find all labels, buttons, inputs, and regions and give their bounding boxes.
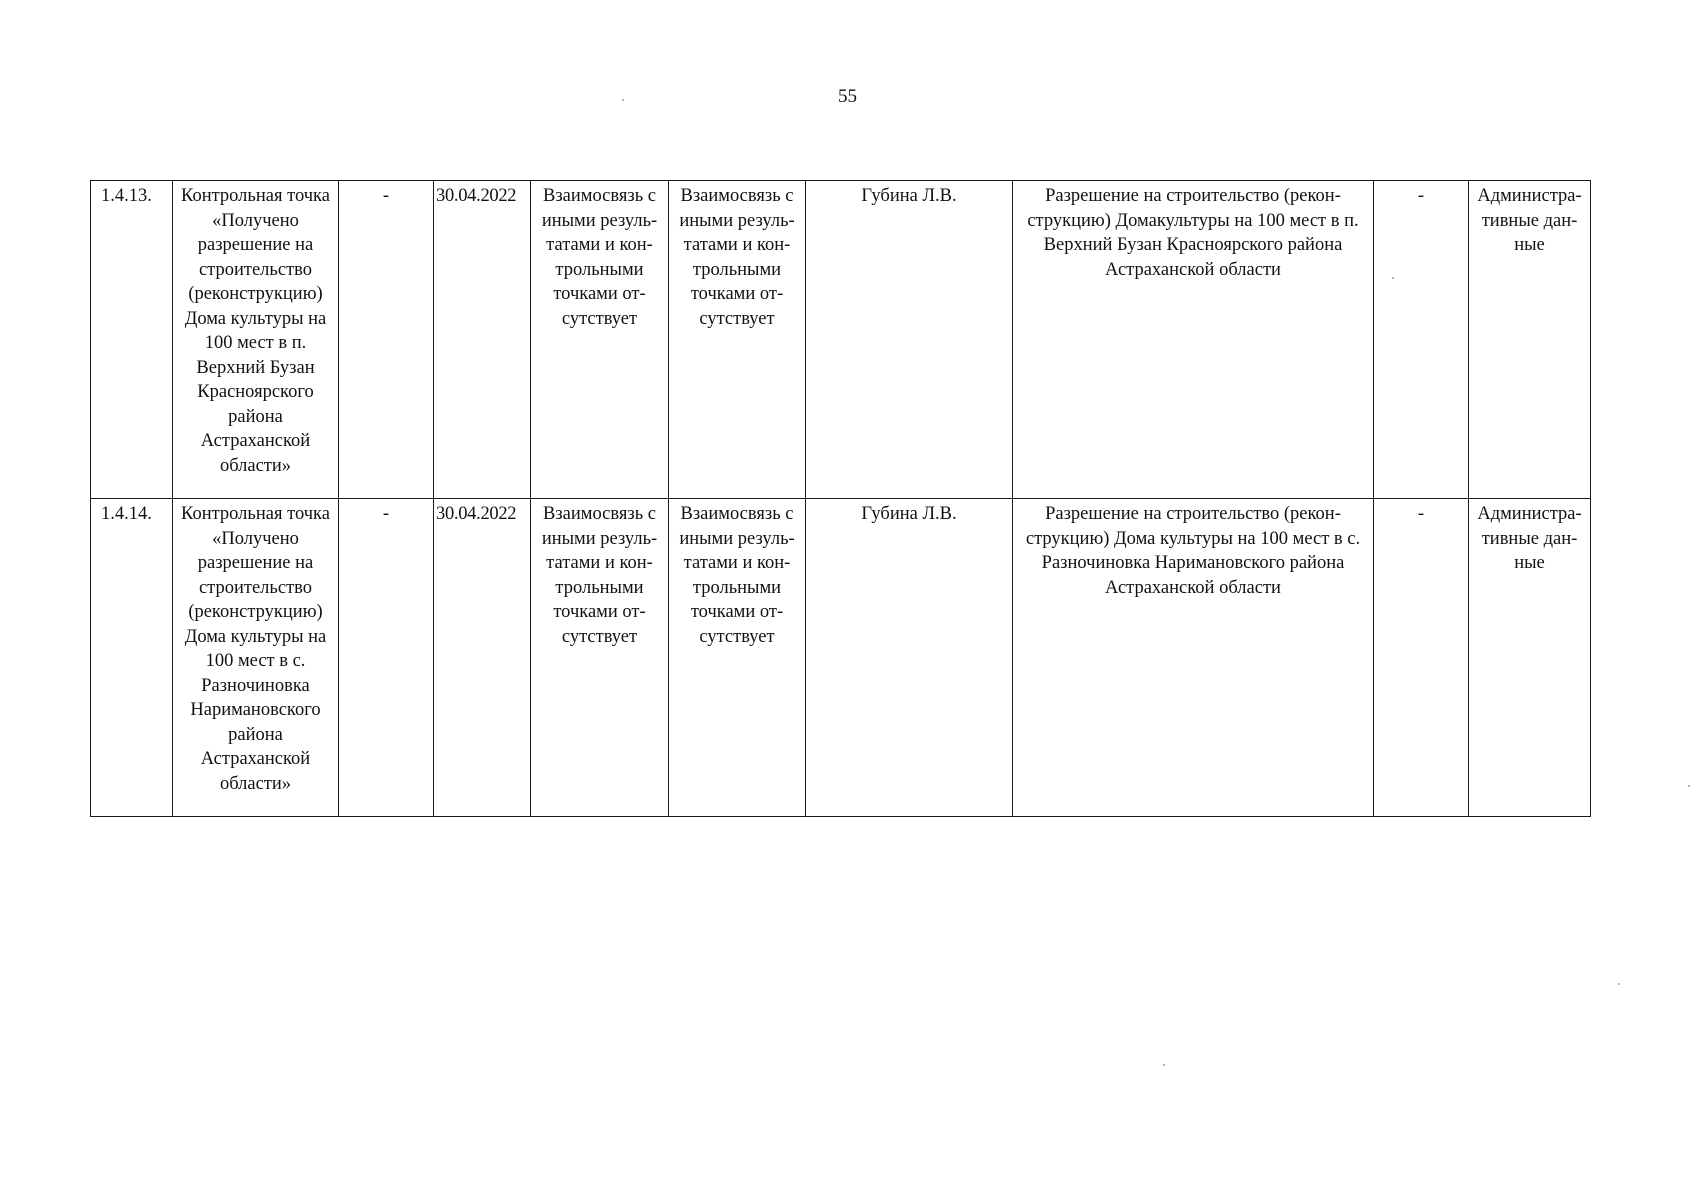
responsible-cell: Губина Л.В. (806, 181, 1013, 499)
checkpoint-name-cell: Контрольная точка «Получено разрешение на строительство (реконструкцию) Дома культуры на 100 мест в с. Разночиновка Наримановского района Астраханской области» (173, 499, 339, 817)
source-cell: Администра-тивные дан-ные (1469, 499, 1591, 817)
date-cell: 30.04.2022 (434, 499, 531, 817)
relation-cell: Взаимосвязь с иными резуль-татами и кон-трольными точками от-сутствует (669, 499, 806, 817)
date-cell: 30.04.2022 (434, 181, 531, 499)
relation-cell: Взаимосвязь с иными резуль-татами и кон-трольными точками от-сутствует (531, 181, 669, 499)
result-cell: Разрешение на строительство (рекон-струкцию) Дома культуры на 100 мест в с. Разночиновка Наримановского района Астраханской области (1013, 499, 1374, 817)
row-number-cell: 1.4.14. (91, 499, 173, 817)
relation-cell: Взаимосвязь с иными резуль-татами и кон-трольными точками от-сутствует (531, 499, 669, 817)
scan-speck (1392, 277, 1394, 279)
result-cell: Разрешение на строительство (рекон-струкцию) Домакультуры на 100 мест в п. Верхний Бузан Красноярского района Астраханской области (1013, 181, 1374, 499)
page-number: 55 (838, 86, 857, 107)
scan-speck (622, 99, 624, 101)
scan-speck (1163, 1064, 1165, 1066)
table-row (91, 181, 1591, 499)
dash-cell: - (339, 499, 434, 817)
scan-speck (1618, 983, 1620, 985)
row-number-cell: 1.4.13. (91, 181, 173, 499)
source-cell: Администра-тивные дан-ные (1469, 181, 1591, 499)
relation-cell: Взаимосвязь с иными резуль-татами и кон-трольными точками от-сутствует (669, 181, 806, 499)
dash-cell: - (339, 181, 434, 499)
scan-speck (1688, 785, 1690, 787)
table-row (91, 499, 1591, 817)
checkpoint-name-cell: Контрольная точка «Получено разрешение на строительство (реконструкцию) Дома культуры на 100 мест в п. Верхний Бузан Красноярского района Астраханской области» (173, 181, 339, 499)
checkpoint-table (90, 180, 1591, 817)
responsible-cell: Губина Л.В. (806, 499, 1013, 817)
dash-cell: - (1374, 499, 1469, 817)
dash-cell: - (1374, 181, 1469, 499)
